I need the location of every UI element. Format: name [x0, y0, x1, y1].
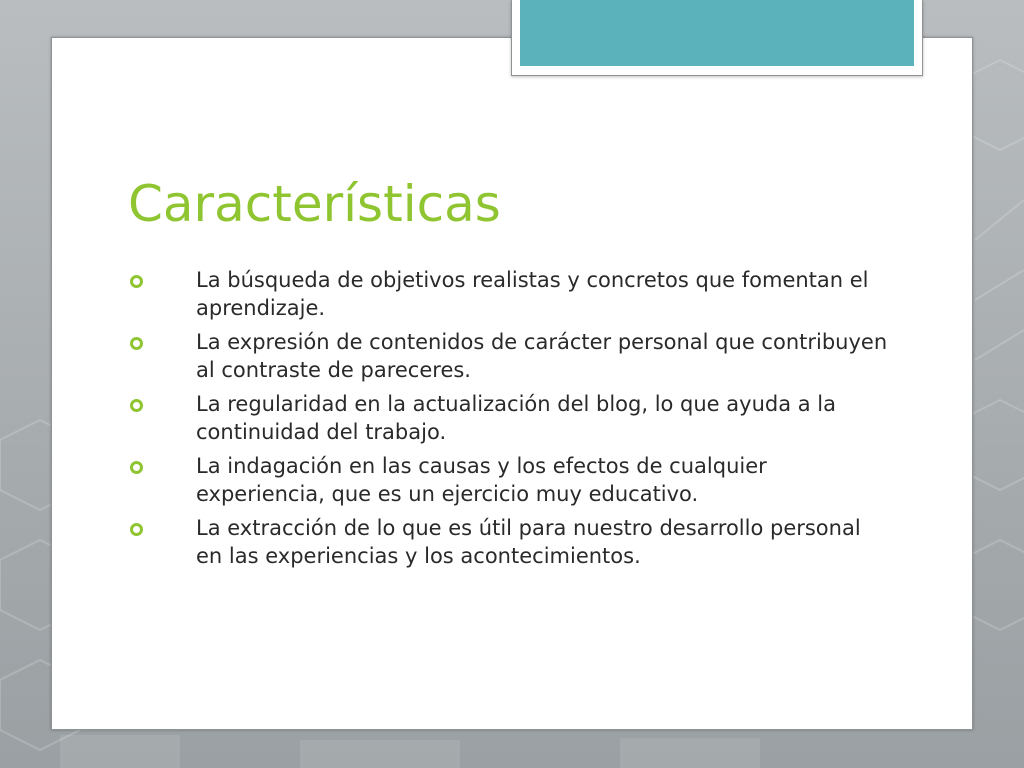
list-item — [128, 390, 888, 446]
list-item — [128, 452, 888, 508]
list-item — [128, 514, 888, 570]
bullet-list — [128, 266, 888, 576]
bullet-text: La búsqueda de objetivos realistas y concretos que fomentan el aprendizaje. — [196, 268, 869, 320]
bullet-text: La indagación en las causas y los efectos de cualquier experiencia, que es un ejercicio muy educativo. — [196, 454, 767, 506]
list-item — [128, 328, 888, 384]
bullet-text: La expresión de contenidos de carácter personal que contribuyen al contraste de pareceres. — [196, 330, 888, 382]
ring-bullet-icon — [130, 337, 143, 350]
ring-bullet-icon — [130, 523, 143, 536]
bullet-text: La regularidad en la actualización del blog, lo que ayuda a la continuidad del trabajo. — [196, 392, 837, 444]
accent-tab-fill — [520, 0, 914, 66]
list-item — [128, 266, 888, 322]
ring-bullet-icon — [130, 399, 143, 412]
accent-tab — [511, 0, 923, 76]
ring-bullet-icon — [130, 461, 143, 474]
bullet-text: La extracción de lo que es útil para nuestro desarrollo personal en las experiencias y los acontecimientos. — [196, 516, 861, 568]
slide-title: Características — [128, 175, 501, 233]
ring-bullet-icon — [130, 275, 143, 288]
